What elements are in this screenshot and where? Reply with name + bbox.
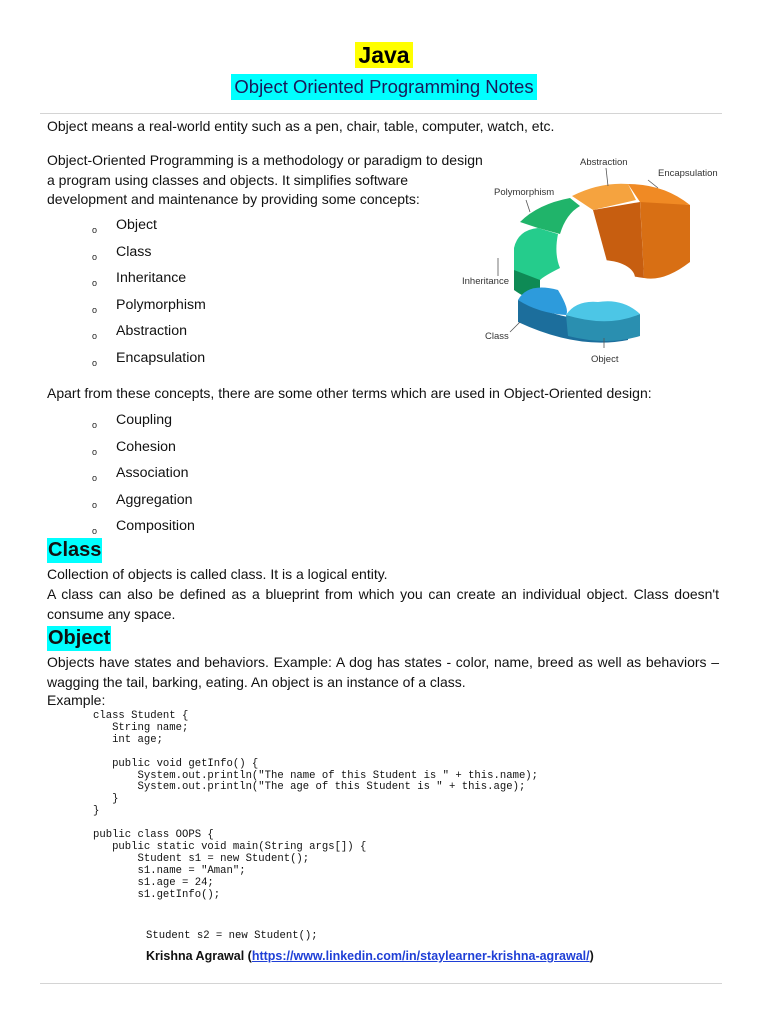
diagram-label-encapsulation: Encapsulation	[658, 168, 718, 179]
leader-class	[510, 322, 520, 332]
page-title: Java	[355, 42, 412, 68]
object-heading: Object	[48, 627, 111, 649]
top-divider	[40, 113, 722, 114]
list-item	[92, 437, 195, 464]
list-item-label: Encapsulation	[116, 349, 206, 366]
diagram-label-class: Class	[485, 331, 509, 342]
list-item-label: Polymorphism	[116, 296, 206, 313]
encapsulation-segment	[628, 184, 690, 205]
oop-concepts-diagram	[458, 150, 730, 372]
list-item	[92, 295, 206, 322]
concepts-list	[92, 215, 206, 374]
list-item	[92, 242, 206, 269]
list-item	[92, 215, 206, 242]
list-item-label: Abstraction	[116, 323, 187, 339]
class-line-2: A class can also be defined as a blueprint from which you can create an individual object. Class doesn't consume any space.	[47, 586, 719, 622]
page-subtitle: Object Oriented Programming Notes	[231, 74, 536, 100]
code-block-tail: Student s2 = new Student();	[146, 930, 318, 942]
credit-close: )	[589, 949, 594, 963]
author-name: Krishna Agrawal (	[146, 949, 252, 963]
diagram-label-polymorphism: Polymorphism	[494, 187, 555, 198]
linkedin-link[interactable]: https://www.linkedin.com/in/staylearner-krishna-agrawal/	[251, 949, 590, 963]
list-item-label: Aggregation	[116, 491, 193, 508]
other-terms-intro: Apart from these concepts, there are some other terms which are used in Object-Oriented design:	[47, 385, 652, 401]
list-item-label: Association	[116, 465, 189, 481]
list-item	[92, 348, 206, 375]
diagram-label-object: Object	[591, 354, 619, 365]
list-item-label: Cohesion	[116, 438, 176, 455]
polymorphism-segment	[520, 198, 580, 234]
diagram-label-inheritance: Inheritance	[462, 276, 510, 287]
bullet-icon: o	[92, 420, 98, 430]
bullet-icon: o	[92, 526, 98, 536]
bullet-icon: o	[92, 278, 98, 288]
title-block	[0, 42, 768, 68]
intro-para-line-1: Object-Oriented Programming is a methodology or paradigm to design	[47, 152, 483, 168]
list-item-label: Object	[116, 217, 158, 233]
leader-abstraction	[606, 168, 608, 186]
intro-para-line-2: a program using classes and objects. It simplifies software	[47, 172, 409, 188]
bullet-icon: o	[92, 499, 98, 510]
list-item-label: Class	[116, 243, 152, 260]
list-item	[92, 490, 195, 517]
bullet-icon: o	[92, 473, 98, 483]
bullet-icon: o	[92, 304, 98, 315]
bullet-icon: o	[92, 225, 98, 235]
list-item	[92, 321, 206, 348]
bottom-divider	[40, 983, 722, 984]
class-line-1: Collection of objects is called class. It is a logical entity.	[47, 566, 388, 582]
list-item-label: Composition	[116, 518, 195, 534]
bullet-icon: o	[92, 251, 98, 262]
code-block: class Student { String name; int age; public void getInfo() { System.out.println("The name of this Student is " + this.name); System.out.println("The age of this Student is " + this.age); } } public class OOPS { public static void main(String args[]) { Student s1 = new Student(); s1.name = "Aman"; s1.age = 24; s1.getInfo();	[93, 710, 539, 901]
intro-line: Object means a real-world entity such as a pen, chair, table, computer, watch, etc.	[47, 118, 555, 134]
list-item	[92, 268, 206, 295]
bullet-icon: o	[92, 446, 98, 457]
example-label: Example:	[47, 692, 106, 708]
class-heading: Class	[48, 539, 102, 561]
diagram-label-abstraction: Abstraction	[580, 157, 628, 168]
list-item-label: Coupling	[116, 412, 173, 428]
encapsulation-segment-side	[640, 200, 690, 279]
other-terms-list	[92, 410, 195, 543]
intro-para-line-3: development and maintenance by providing some concepts:	[47, 191, 420, 207]
inheritance-segment	[514, 228, 560, 280]
author-credit	[146, 948, 594, 964]
list-item-label: Inheritance	[116, 270, 187, 286]
list-item	[92, 463, 195, 490]
leader-polymorphism	[526, 200, 530, 212]
bullet-icon: o	[92, 357, 98, 368]
list-item	[92, 516, 195, 543]
bullet-icon: o	[92, 331, 98, 341]
subtitle-block	[0, 74, 768, 100]
list-item	[92, 410, 195, 437]
object-paragraph: Objects have states and behaviors. Example: A dog has states - color, name, breed as well as behaviors – wagging the tail, barking, eating. An object is an instance of a class.	[47, 654, 719, 690]
diagram-center-hole	[567, 260, 635, 296]
